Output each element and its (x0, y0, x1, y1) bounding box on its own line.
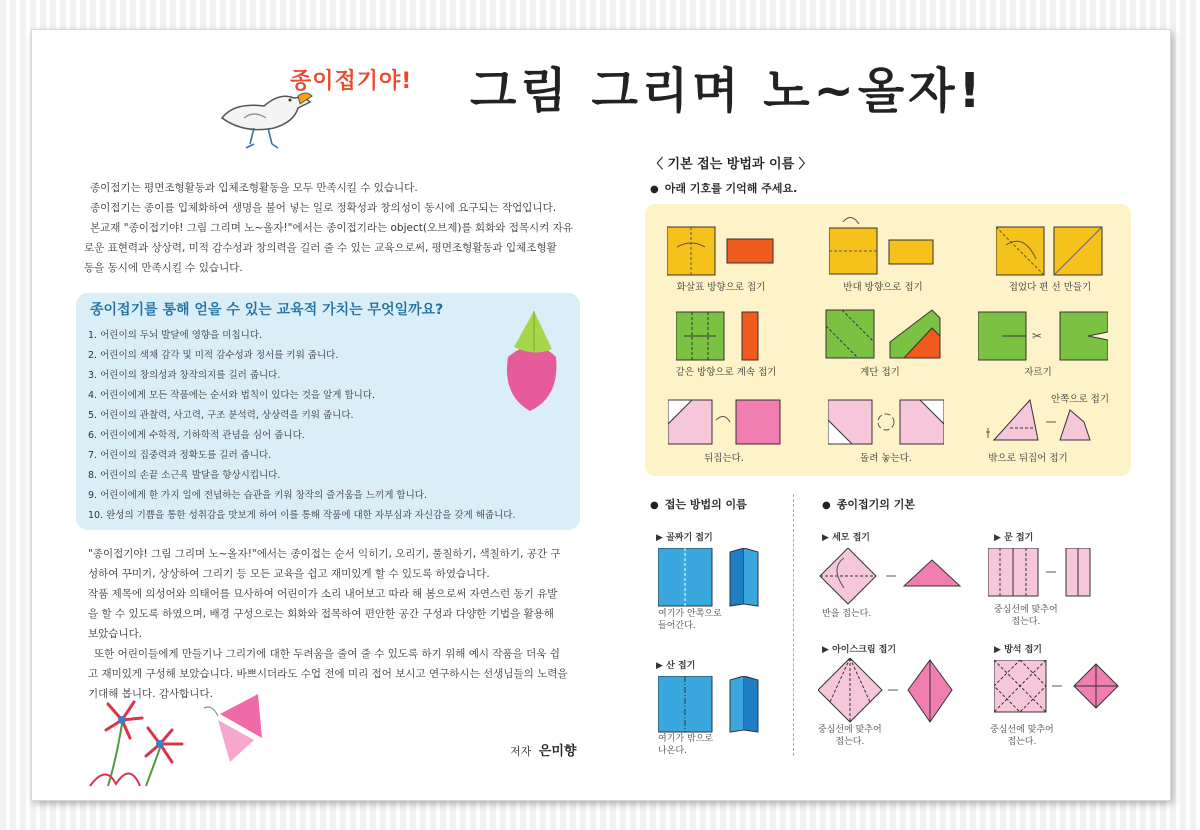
symbol-label: 같은 방향으로 계속 접기 (675, 367, 777, 378)
note-line: 중심선에 맞추어 (990, 725, 1054, 735)
icecream-fold-text: 아이스크림 접기 (832, 645, 897, 655)
note-line: 접는다. (835, 737, 865, 747)
icecream-note (818, 724, 882, 748)
rotate-diagram (828, 398, 944, 448)
flip-diagram (668, 398, 784, 448)
triangle-fold-text: 세모 접기 (832, 533, 870, 543)
closing-line: 작품 제목에 의성어와 의태어를 묘사하여 어린이가 소리 내어보고 따라 해 봄으로써 자연스런 동기 유발 (88, 588, 558, 600)
mountain-fold-diagram (658, 676, 768, 736)
author (510, 740, 576, 759)
list-item: 1. 어린이의 두뇌 발달에 영향을 미칩니다. (88, 330, 263, 341)
note-line: 접는다. (1011, 617, 1041, 627)
note-line: 여기가 밖으로 (658, 734, 714, 744)
intro-line: 종이접기는 종이를 입체화하여 생명을 불어 넣는 일로 정확성과 창의성이 동시에 요구되는 작업입니다. (90, 202, 557, 214)
intro-text (84, 178, 590, 278)
crease-diagram (996, 225, 1106, 277)
symbol-label: 반대 방향으로 접기 (843, 282, 923, 293)
reverse-fold-diagram (829, 212, 939, 278)
values-box (76, 293, 580, 530)
triangle-fold-diagram (818, 548, 968, 608)
mountain-fold-label: ▶ 산 접기 (656, 661, 696, 671)
repeat-fold-diagram (676, 310, 776, 362)
strawberry-icon (494, 307, 564, 417)
intro-line: 동을 동시에 만족시킬 수 있습니다. (84, 262, 243, 274)
basics-title: ● 종이접기의 기본 (822, 496, 915, 512)
triangle-note: 반을 접는다. (822, 609, 872, 619)
intro-line: 종이접기는 평면조형활동과 입체조형활동을 모두 만족시킬 수 있습니다. (90, 182, 418, 194)
values-heading: 종이접기를 통해 얻을 수 있는 교육적 가치는 무엇일까요? (90, 302, 444, 318)
section-title: 〈 기본 접는 방법과 이름 〉 (650, 157, 812, 172)
cut-diagram (978, 310, 1108, 362)
closing-line: 을 할 수 있도록 하였으며, 배경 구성으로는 회화와 접목하여 편안한 공간 구성과 다양한 기법을 활용해 (88, 608, 554, 620)
intro-line: 본교재 "종이접기야! 그림 그리며 노~올자!"에서는 종이접기라는 object(오브제)를 회화와 접목시켜 자유 (90, 222, 573, 234)
icecream-fold-diagram (818, 658, 968, 724)
valley-fold-text: 골짜기 접기 (666, 533, 713, 543)
door-fold-diagram (988, 548, 1098, 608)
intro-line: 로운 표현력과 상상력, 미적 감수성과 창의력을 길러 줄 수 있는 교육으로써, 평면조형활동과 입체조형활 (84, 242, 557, 254)
valley-note (658, 608, 722, 632)
symbol-label: 화살표 방향으로 접기 (676, 282, 766, 293)
note-line: 나온다. (658, 746, 687, 756)
note-line: 중심선에 맞추어 (818, 725, 882, 735)
note-line: 중심선에 맞추어 (994, 605, 1058, 615)
list-item: 4. 어린이에게 모든 작품에는 순서와 법칙이 있다는 것을 알게 합니다. (88, 390, 376, 401)
list-item: 9. 어린이에게 한 가지 일에 전념하는 습관을 키워 창작의 즐거움을 느끼게 합니다. (88, 490, 427, 501)
icecream-fold-label: ▶ 아이스크림 접기 (822, 645, 897, 655)
flowers-icon (86, 700, 196, 790)
cushion-fold-text: 방석 접기 (1004, 645, 1042, 655)
svg-text:✂: ✂ (1032, 329, 1043, 343)
instruction: ● 아래 기호를 기억해 주세요. (650, 180, 797, 196)
arrow-fold-diagram (667, 225, 777, 277)
door-note (994, 604, 1058, 628)
symbol-label: 자르기 (1024, 367, 1052, 378)
triangle-fold-label: ▶ 세모 접기 (822, 533, 870, 543)
title-text: 그림 그리며 노~올자! (470, 63, 985, 119)
list-item: 5. 어린이의 관찰력, 사고력, 구조 분석력, 상상력을 키워 줍니다. (88, 410, 354, 421)
list-item: 2. 어린이의 색채 감각 및 미적 감수성과 정서를 키워 줍니다. (88, 350, 339, 361)
symbol-label: 밖으로 뒤집어 접기 (988, 453, 1068, 464)
cushion-note (990, 724, 1054, 748)
subtitle-text: 종이접기야! (290, 69, 413, 94)
section-divider (793, 494, 794, 756)
valley-fold-diagram (658, 548, 768, 608)
cushion-fold-label: ▶ 방석 접기 (994, 645, 1042, 655)
note-line: 들어간다. (658, 621, 696, 631)
list-item: 8. 어린이의 손끝 소근육 발달을 향상시킵니다. (88, 470, 281, 481)
door-fold-label: ▶ 문 접기 (994, 533, 1034, 543)
values-list (88, 326, 516, 526)
fold-names-title: ● 접는 방법의 이름 (650, 496, 747, 512)
symbol-label: 접었다 편 선 만들기 (1008, 282, 1092, 293)
door-fold-text: 문 접기 (1004, 533, 1034, 543)
butterfly-icon (200, 690, 280, 770)
note-line: 여기가 안쪽으로 (658, 609, 722, 619)
outward-fold-diagram (986, 396, 1096, 448)
closing-line: 또한 어린이들에게 만들기나 그리기에 대한 두려움을 줄여 줄 수 있도록 하기 위해 예시 작품을 더욱 쉽 (94, 648, 560, 660)
closing-line: 기대해 봅니다. 감사합니다. (88, 688, 213, 700)
closing-text (88, 544, 588, 704)
note-line: 접는다. (1007, 737, 1037, 747)
closing-line: 성하여 꾸미기, 상상하여 그리기 등 모든 교육을 쉽고 재미있게 할 수 있도록 하였습니다. (88, 568, 490, 580)
subtitle (290, 64, 412, 95)
step-fold-diagram (824, 306, 944, 362)
closing-line: 고 재미있게 구성해 보았습니다. 바쁘시더라도 수업 전에 미리 접어 보시고 연구하시는 선생님들의 노력을 (88, 668, 568, 680)
list-item: 3. 어린이의 창의성과 창작의지를 길러 줍니다. (88, 370, 281, 381)
symbol-label: 계단 접기 (860, 367, 900, 378)
inward-fold-label: 안쪽으로 접기 (1050, 394, 1110, 405)
symbol-label: 뒤집는다. (704, 453, 744, 464)
list-item: 7. 어린이의 집중력과 정확도를 길러 줍니다. (88, 450, 272, 461)
author-label: 저자 (510, 745, 532, 758)
valley-fold-label: ▶ 골짜기 접기 (656, 533, 713, 543)
cushion-fold-diagram (994, 660, 1124, 720)
mountain-fold-text: 산 접기 (666, 661, 696, 671)
closing-line: "종이접기야! 그림 그리며 노~올자!"에서는 종이접는 순서 익히기, 오리기, 풀칠하기, 색칠하기, 공간 구 (88, 548, 561, 560)
list-item: 6. 어린이에게 수학적, 기하학적 관념을 심어 줍니다. (88, 430, 305, 441)
list-item: 10. 완성의 기쁨을 통한 성취감을 맛보게 하여 이를 통해 작품에 대한 자부심과 자신감을 갖게 해줍니다. (88, 510, 516, 521)
page-title (470, 52, 984, 121)
mountain-note (658, 733, 713, 757)
author-name: 은미향 (538, 744, 577, 759)
symbol-label: 돌려 놓는다. (860, 453, 912, 464)
closing-line: 보았습니다. (88, 628, 143, 640)
